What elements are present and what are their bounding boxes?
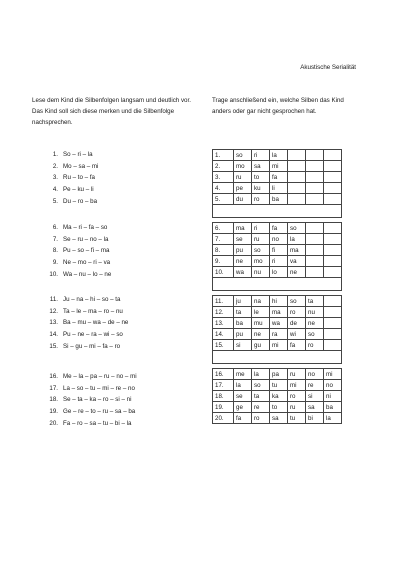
- table-cell[interactable]: fa: [234, 413, 252, 424]
- table-cell[interactable]: [324, 223, 342, 234]
- table-cell[interactable]: [306, 256, 324, 267]
- list-item: 19. Ge – re – to – ru – sa – ba: [49, 408, 136, 416]
- table-cell[interactable]: no: [270, 234, 288, 245]
- table-row: [213, 402, 342, 413]
- table-cell[interactable]: so: [234, 150, 252, 161]
- table-cell[interactable]: [324, 150, 342, 161]
- list-item: 13. Ba – mu – wa – de – ne: [49, 319, 129, 327]
- table-cell[interactable]: ro: [288, 391, 306, 402]
- table-row: [213, 369, 342, 380]
- table-cell[interactable]: pa: [270, 369, 288, 380]
- table-cell[interactable]: ra: [270, 329, 288, 340]
- page-title: Akustische Serialität: [300, 64, 356, 71]
- table-cell[interactable]: wa: [270, 318, 288, 329]
- table-cell[interactable]: ru: [234, 172, 252, 183]
- table-cell[interactable]: ge: [234, 402, 252, 413]
- table-cell: 14.: [213, 329, 234, 340]
- table-cell[interactable]: [324, 267, 342, 278]
- table-cell[interactable]: ju: [234, 296, 252, 307]
- table-cell[interactable]: pe: [234, 183, 252, 194]
- table-cell[interactable]: nu: [306, 307, 324, 318]
- table-cell[interactable]: mi: [270, 340, 288, 351]
- table-cell[interactable]: wa: [234, 267, 252, 278]
- table-spacer-row: [213, 278, 342, 291]
- list-item: 17. La – so – tu – mi – re – no: [49, 384, 135, 392]
- table-cell[interactable]: [306, 183, 324, 194]
- list-item: 5. Du – ro – ba: [52, 197, 98, 205]
- table-cell[interactable]: [288, 194, 306, 205]
- table-cell[interactable]: [288, 172, 306, 183]
- table-cell[interactable]: [324, 172, 342, 183]
- sequence-list-group-2: [42, 222, 111, 280]
- table-cell[interactable]: sa: [306, 402, 324, 413]
- table-cell[interactable]: ri: [252, 150, 270, 161]
- instructions-left: Lese dem Kind die Silbenfolgen langsam und deutlich vor. Das Kind soll sich diese merken und die Silbenfolge nachsprechen.: [32, 97, 191, 126]
- table-cell[interactable]: ro: [306, 340, 324, 351]
- table-row: [213, 161, 342, 172]
- table-cell[interactable]: fa: [288, 340, 306, 351]
- table-cell[interactable]: ri: [252, 223, 270, 234]
- table-cell[interactable]: [306, 267, 324, 278]
- table-cell: 3.: [213, 172, 234, 183]
- table-cell[interactable]: ru: [288, 369, 306, 380]
- table-cell[interactable]: ro: [288, 307, 306, 318]
- table-cell[interactable]: mo: [234, 161, 252, 172]
- answer-table-4: [212, 368, 342, 424]
- table-cell: 4.: [213, 183, 234, 194]
- table-cell[interactable]: ro: [252, 413, 270, 424]
- table-cell: 6.: [213, 223, 234, 234]
- table-cell: 20.: [213, 413, 234, 424]
- table-cell[interactable]: mu: [252, 318, 270, 329]
- table-cell[interactable]: du: [234, 194, 252, 205]
- table-cell[interactable]: re: [252, 402, 270, 413]
- table-cell[interactable]: [324, 234, 342, 245]
- table-cell[interactable]: [306, 245, 324, 256]
- table-cell[interactable]: [324, 194, 342, 205]
- list-item: 16. Me – la – pa – ru – no – mi: [49, 373, 137, 381]
- table-cell[interactable]: [306, 194, 324, 205]
- table-cell[interactable]: ne: [288, 267, 306, 278]
- table-cell[interactable]: so: [252, 245, 270, 256]
- table-cell[interactable]: la: [270, 150, 288, 161]
- table-cell[interactable]: va: [288, 256, 306, 267]
- table-row: [213, 256, 342, 267]
- table-row: [213, 234, 342, 245]
- table-row: [213, 296, 342, 307]
- table-cell[interactable]: li: [270, 183, 288, 194]
- table-cell[interactable]: [306, 234, 324, 245]
- table-cell[interactable]: lo: [270, 267, 288, 278]
- table-cell[interactable]: ru: [288, 402, 306, 413]
- list-item: 7. Se – ru – no – la: [52, 235, 109, 243]
- table-cell[interactable]: pu: [234, 329, 252, 340]
- table-cell[interactable]: la: [252, 369, 270, 380]
- table-cell[interactable]: tu: [270, 380, 288, 391]
- table-cell[interactable]: fa: [270, 223, 288, 234]
- list-item: 9. Ne – mo – ri – va: [52, 259, 111, 267]
- table-cell[interactable]: sa: [252, 161, 270, 172]
- table-cell: 10.: [213, 267, 234, 278]
- table-cell[interactable]: so: [288, 223, 306, 234]
- table-spacer-row: [213, 351, 342, 364]
- table-cell[interactable]: ba: [234, 318, 252, 329]
- table-cell: 2.: [213, 161, 234, 172]
- table-cell[interactable]: wi: [288, 329, 306, 340]
- table-cell[interactable]: la: [324, 413, 342, 424]
- table-cell[interactable]: [324, 245, 342, 256]
- table-cell: 7.: [213, 234, 234, 245]
- table-row: [213, 307, 342, 318]
- table-cell[interactable]: [324, 161, 342, 172]
- table-row: [213, 329, 342, 340]
- table-cell[interactable]: sa: [270, 413, 288, 424]
- table-cell[interactable]: [306, 161, 324, 172]
- table-cell[interactable]: no: [306, 369, 324, 380]
- table-row: [213, 267, 342, 278]
- table-cell[interactable]: [288, 161, 306, 172]
- table-cell[interactable]: mi: [324, 369, 342, 380]
- table-cell[interactable]: ma: [234, 223, 252, 234]
- table-cell[interactable]: me: [234, 369, 252, 380]
- table-cell[interactable]: ba: [324, 402, 342, 413]
- table-cell[interactable]: ta: [306, 296, 324, 307]
- table-cell[interactable]: ma: [288, 245, 306, 256]
- table-cell[interactable]: na: [252, 296, 270, 307]
- table-cell[interactable]: ro: [252, 194, 270, 205]
- answer-table-1: [212, 149, 342, 218]
- table-row: [213, 150, 342, 161]
- table-row: [213, 380, 342, 391]
- table-cell[interactable]: [324, 340, 342, 351]
- table-cell[interactable]: ta: [252, 391, 270, 402]
- table-cell[interactable]: ne: [234, 256, 252, 267]
- table-cell[interactable]: [288, 183, 306, 194]
- table-spacer-row: [213, 205, 342, 218]
- table-cell[interactable]: si: [306, 391, 324, 402]
- table-cell: 12.: [213, 307, 234, 318]
- list-item: 2. Mo – sa – mi: [52, 162, 99, 170]
- table-cell[interactable]: fi: [270, 245, 288, 256]
- table-cell[interactable]: [324, 318, 342, 329]
- table-cell[interactable]: ma: [270, 307, 288, 318]
- table-cell[interactable]: la: [288, 234, 306, 245]
- table-cell[interactable]: ta: [234, 307, 252, 318]
- table-cell: 13.: [213, 318, 234, 329]
- table-row: [213, 245, 342, 256]
- table-cell[interactable]: to: [252, 172, 270, 183]
- table-cell[interactable]: ri: [270, 256, 288, 267]
- table-cell[interactable]: nu: [252, 267, 270, 278]
- table-row: [213, 183, 342, 194]
- sequence-list-group-1: [42, 149, 98, 207]
- table-cell[interactable]: mi: [270, 161, 288, 172]
- table-cell[interactable]: [306, 150, 324, 161]
- table-row: [213, 194, 342, 205]
- table-cell[interactable]: [306, 223, 324, 234]
- table-cell[interactable]: ni: [324, 391, 342, 402]
- table-cell[interactable]: so: [252, 380, 270, 391]
- table-cell[interactable]: [324, 256, 342, 267]
- table-cell[interactable]: bi: [306, 413, 324, 424]
- table-cell: 15.: [213, 340, 234, 351]
- list-item: 6. Ma – ri – fa – so: [52, 224, 108, 232]
- table-cell[interactable]: ba: [270, 194, 288, 205]
- table-cell[interactable]: ru: [252, 234, 270, 245]
- table-cell[interactable]: hi: [270, 296, 288, 307]
- table-cell: 17.: [213, 380, 234, 391]
- table-cell: 19.: [213, 402, 234, 413]
- table-cell[interactable]: gu: [252, 340, 270, 351]
- list-item: 12. Ta – le – ma – ro – nu: [49, 307, 123, 315]
- list-item: 18. Se – ta – ka – ro – si – ni: [49, 396, 132, 404]
- table-cell[interactable]: to: [270, 402, 288, 413]
- table-cell: 1.: [213, 150, 234, 161]
- table-cell: 18.: [213, 391, 234, 402]
- table-cell[interactable]: se: [234, 234, 252, 245]
- table-cell[interactable]: so: [288, 296, 306, 307]
- instructions-right: Trage anschließend ein, welche Silben das Kind anders oder gar nicht gesprochen hat.: [212, 97, 344, 115]
- table-cell[interactable]: pu: [234, 245, 252, 256]
- table-cell[interactable]: si: [234, 340, 252, 351]
- table-cell[interactable]: [324, 183, 342, 194]
- table-cell[interactable]: [306, 172, 324, 183]
- sequence-list-group-4: [42, 371, 137, 429]
- list-item: 1. So – ri – la: [52, 151, 93, 159]
- table-row: [213, 413, 342, 424]
- table-cell: 16.: [213, 369, 234, 380]
- answer-table-3: [212, 295, 342, 364]
- table-cell[interactable]: de: [288, 318, 306, 329]
- table-row: [213, 340, 342, 351]
- table-cell[interactable]: ka: [270, 391, 288, 402]
- list-item: 15. Si – gu – mi – fa – ro: [49, 342, 121, 350]
- list-item: 10. Wa – nu – lo – ne: [49, 270, 112, 278]
- sequence-list-group-3: [42, 294, 128, 352]
- table-cell: 9.: [213, 256, 234, 267]
- table-cell[interactable]: so: [306, 329, 324, 340]
- list-item: 11. Ju – na – hi – so – ta: [49, 296, 121, 304]
- table-cell: 11.: [213, 296, 234, 307]
- table-cell: 8.: [213, 245, 234, 256]
- table-cell[interactable]: se: [234, 391, 252, 402]
- table-cell[interactable]: mo: [252, 256, 270, 267]
- list-item: 14. Pu – ne – ra – wi – so: [49, 331, 123, 339]
- answer-table-2: [212, 222, 342, 291]
- list-item: 20. Fa – ro – sa – tu – bi – la: [49, 419, 132, 427]
- table-cell: 5.: [213, 194, 234, 205]
- table-cell[interactable]: fa: [270, 172, 288, 183]
- table-cell[interactable]: [324, 296, 342, 307]
- table-cell[interactable]: re: [306, 380, 324, 391]
- list-item: 4. Pe – ku – li: [52, 186, 94, 194]
- table-cell[interactable]: [324, 307, 342, 318]
- table-cell[interactable]: la: [234, 380, 252, 391]
- table-cell[interactable]: mi: [288, 380, 306, 391]
- table-cell[interactable]: tu: [288, 413, 306, 424]
- table-cell[interactable]: no: [324, 380, 342, 391]
- list-item: 8. Pu – so – fi – ma: [52, 247, 110, 255]
- table-row: [213, 318, 342, 329]
- table-cell[interactable]: [288, 150, 306, 161]
- table-cell[interactable]: ku: [252, 183, 270, 194]
- table-cell[interactable]: le: [252, 307, 270, 318]
- table-cell[interactable]: [324, 329, 342, 340]
- list-item: 3. Ru – to – fa: [52, 174, 95, 182]
- table-row: [213, 223, 342, 234]
- table-cell[interactable]: ne: [306, 318, 324, 329]
- table-row: [213, 172, 342, 183]
- table-row: [213, 391, 342, 402]
- table-cell[interactable]: ne: [252, 329, 270, 340]
